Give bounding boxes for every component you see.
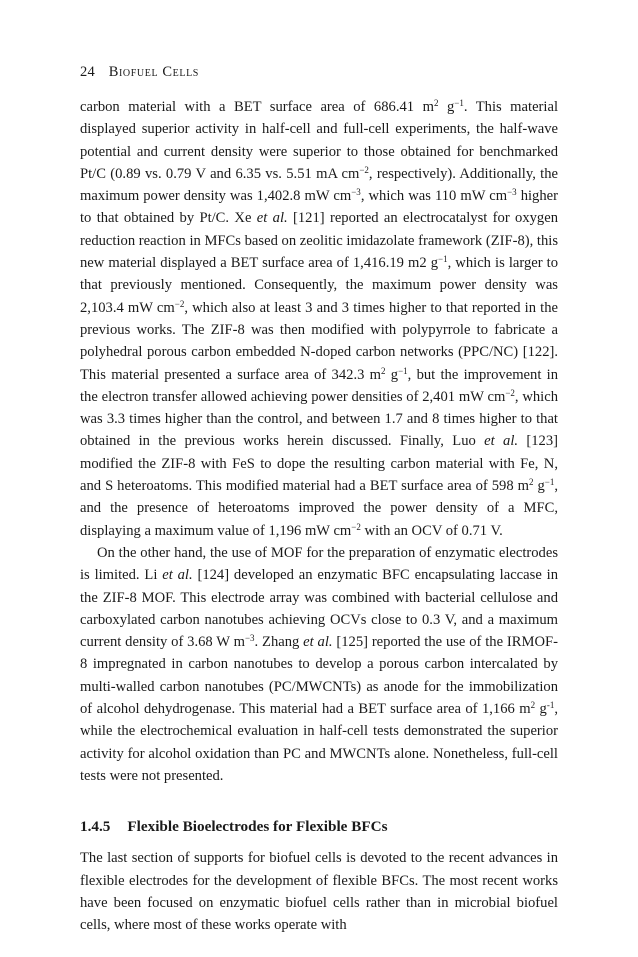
superscript: 2 <box>433 98 439 108</box>
italic-text: et al. <box>484 433 519 450</box>
text-run: , but the improvement in the electron transfer allowed achieving power densities of 2,401 mW cm <box>80 366 558 405</box>
superscript: −2 <box>174 298 185 309</box>
superscript: −1 <box>544 477 555 488</box>
section-heading <box>80 816 558 838</box>
italic-text: et al. <box>162 567 193 584</box>
text-run: The last section of supports for biofuel cells is devoted to the recent advances in flexible electrodes for the development of flexible BFCs. The most recent works have been focused on enzymatic biofuel cells rather than in microbial biofuel cells, where most of these works operate with <box>80 850 558 934</box>
superscript: 2 <box>381 365 386 376</box>
text-run: , while the electrochemical evaluation in half-cell tests demonstrated the superior activity for alcohol oxidation than PC and MWCNTs alone. Nonetheless, full-cell tests were not presented. <box>80 701 558 784</box>
text-run: . This material displayed superior activity in half-cell and full-cell experiments, the half-wave potential and current density were superior to those obtained for benchmarked Pt/C (0.89 vs. 0.79 V and 6.35 vs. 5.51 mA cm <box>80 99 558 182</box>
paragraph-3 <box>80 847 558 936</box>
text-run: On the other hand, the use of MOF for the preparation of enzymatic electrodes is limited. Li <box>80 544 558 584</box>
superscript: −2 <box>351 521 361 532</box>
text-run: [121] reported an electrocatalyst for oxygen reduction reaction in MFCs based on zeolitic imidazolate framework (ZIF-8), this new material displayed a BET surface area of 1,416.19 m2 g <box>80 210 558 272</box>
text-run: [123] modified the ZIF-8 with FeS to dope the resulting carbon material with Fe, N, and S heteroatoms. This modified material had a BET surface area of 598 m <box>80 433 558 495</box>
text-run: , which was 3.3 times higher than the control, and between 1.7 and 8 times higher to that obtained in the previous works herein discussed. Finally, Luo <box>80 388 558 450</box>
text-run: , respectively). Additionally, the maximum power density was 1,402.8 mW cm <box>80 165 558 205</box>
text-run: g <box>438 99 455 115</box>
text-run: g <box>535 701 547 718</box>
text-run: g <box>533 478 545 495</box>
superscript: −3 <box>244 633 255 644</box>
document-page <box>80 62 558 936</box>
paragraph-1 <box>80 96 558 542</box>
superscript: −1 <box>454 98 464 108</box>
text-run: , which is larger to that previously mentioned. Consequently, the maximum power density was 2,103.4 mW cm <box>80 255 558 316</box>
page-number: 24 <box>80 64 95 80</box>
superscript: 2 <box>528 477 534 488</box>
italic-text: et al. <box>303 634 333 651</box>
superscript: −1 <box>398 365 408 376</box>
superscript: −2 <box>505 387 515 398</box>
superscript: −3 <box>351 187 361 198</box>
text-run: with an OCV of 0.71 V. <box>360 522 503 539</box>
text-run: [125] reported the use of the IRMOF-8 impregnated in carbon nanotubes to develop a porous carbon intercalated by multi-walled carbon nanotubes (PC/MWCNTs) as anode for the immobilization of alcohol dehydrogenase. This material had a BET surface area of 1,166 m <box>80 634 558 718</box>
section-number: 1.4.5 <box>80 818 111 836</box>
section-title: Flexible Bioelectrodes for Flexible BFCs <box>127 818 388 836</box>
superscript: 2 <box>530 700 536 711</box>
running-header <box>80 62 558 82</box>
text-run: higher to that obtained by Pt/C. Xe <box>80 188 558 227</box>
text-run: . Zhang <box>254 634 304 651</box>
text-run: g <box>385 366 399 383</box>
text-run: , which also at least 3 and 3 times higher to that reported in the previous works. The ZIF-8 was then modified with polypyrrole to fabricate a polyhedral porous carbon embedded N-doped carbon networks (PPC/NC) [122]. This material presented a surface area of 342.3 m <box>80 299 558 383</box>
superscript: −2 <box>359 164 369 175</box>
text-run: , and the presence of heteroatoms improved the power density of a MFC, displaying a maximum value of 1,196 mW cm <box>80 478 558 539</box>
italic-text: et al. <box>256 210 288 227</box>
running-title: Biofuel Cells <box>108 64 199 80</box>
text-run: [124] developed an enzymatic BFC encapsulating laccase in the ZIF-8 MOF. This electrode array was combined with bacterial cellulose and carboxylated carbon nanotubes achieving OCVs close to 0.3 V, and a maximum current density of 3.68 W m <box>80 567 558 651</box>
superscript: -1 <box>546 700 555 711</box>
superscript: −1 <box>438 254 448 265</box>
text-run: carbon material with a BET surface area of 686.41 m <box>80 99 434 115</box>
text-run: , which was 110 mW cm <box>360 188 508 205</box>
superscript: −3 <box>507 187 517 198</box>
paragraph-2 <box>80 542 558 787</box>
